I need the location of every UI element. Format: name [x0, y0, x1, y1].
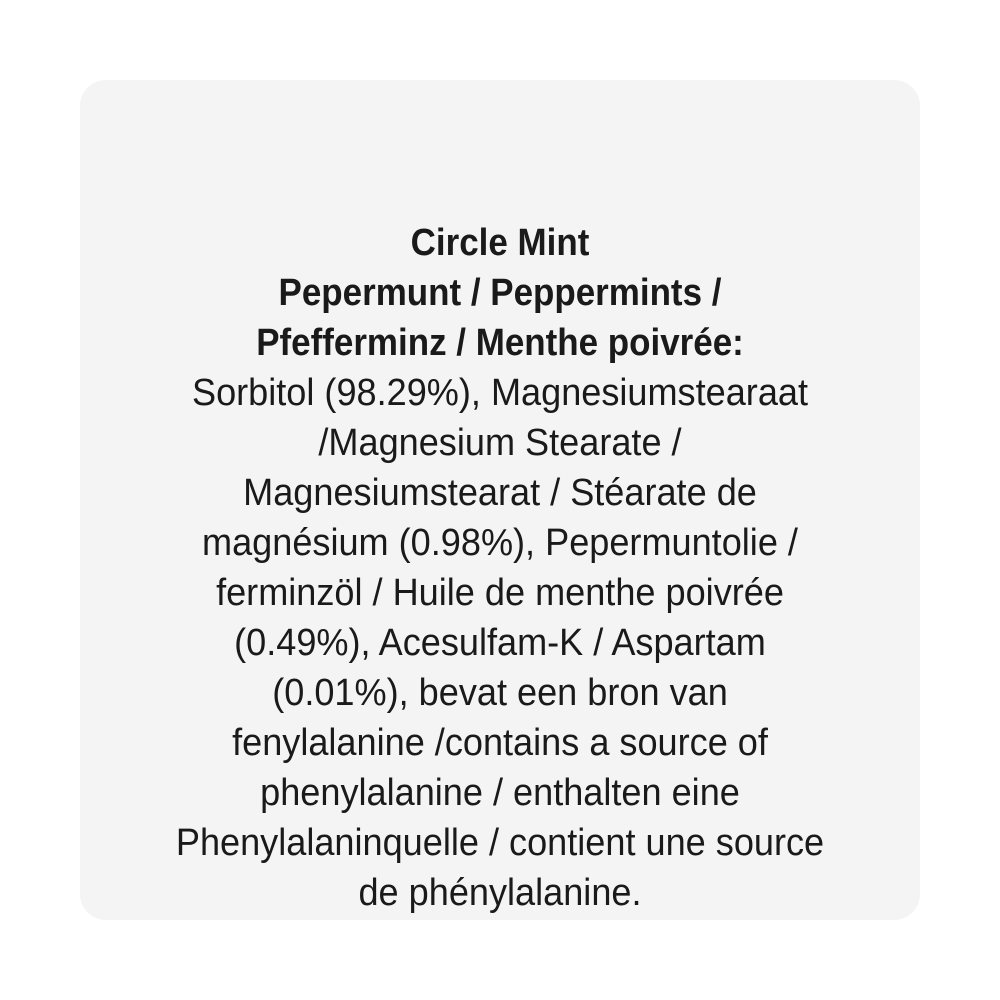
ingredient-line: Sorbitol (98.29%), Magnesiumstearaat — [191, 372, 809, 414]
product-title-line: Pfefferminz / Menthe poivrée: — [256, 322, 744, 364]
ingredient-line: Phenylalaninquelle / contient une source — [175, 822, 825, 864]
ingredient-label-text — [80, 218, 920, 918]
ingredient-line: de phénylalanine. — [358, 872, 642, 914]
ingredient-line: (0.49%), Acesulfam-K / Aspartam — [234, 622, 766, 664]
product-title-line: Circle Mint — [410, 222, 590, 264]
product-title-line: Pepermunt / Peppermints / — [278, 272, 722, 314]
ingredient-line: /Magnesium Stearate / — [318, 422, 682, 464]
ingredient-line: fenylalanine /contains a source of — [232, 722, 768, 764]
ingredient-label-card — [80, 80, 920, 920]
ingredient-line: Magnesiumstearat / Stéarate de — [243, 472, 757, 514]
ingredient-line: magnésium (0.98%), Pepermuntolie / — [202, 522, 798, 564]
ingredient-line: (0.01%), bevat een bron van — [272, 672, 728, 714]
ingredient-line: ferminzöl / Huile de menthe poivrée — [216, 572, 784, 614]
ingredient-line: phenylalanine / enthalten eine — [260, 772, 740, 814]
